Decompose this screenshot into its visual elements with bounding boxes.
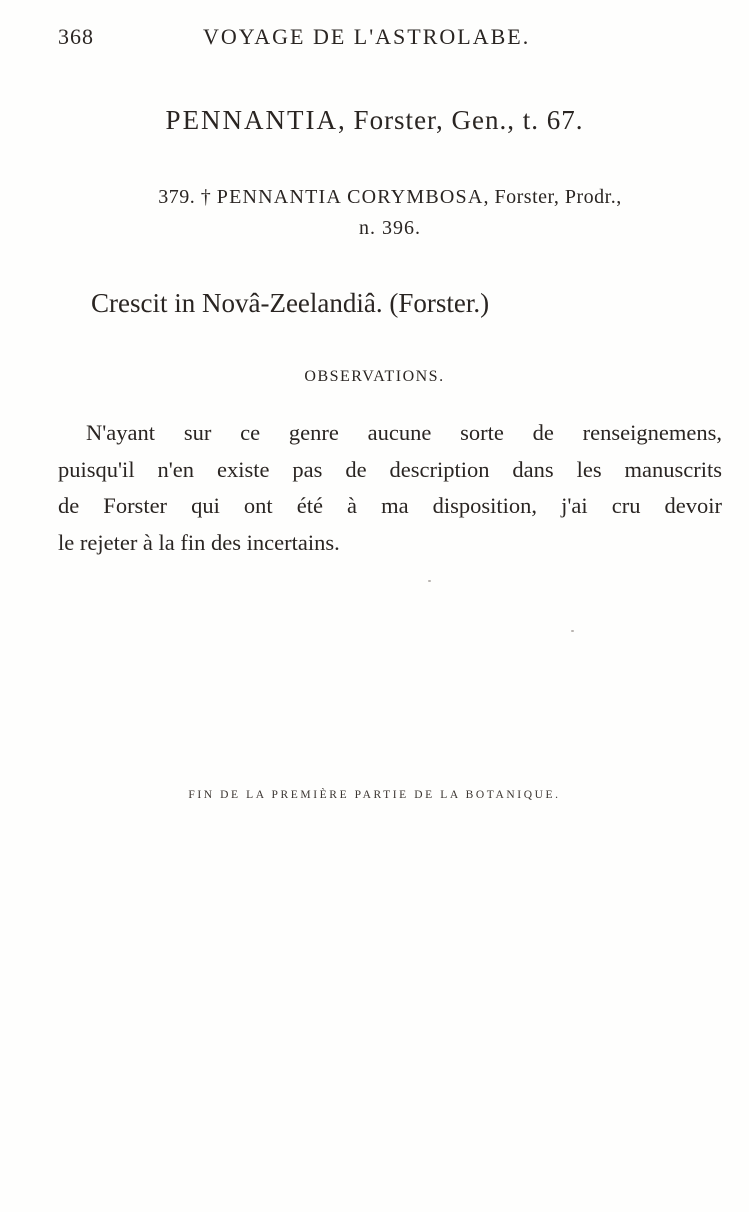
running-title: VOYAGE DE L'ASTROLABE.	[203, 24, 531, 49]
page-number: 368	[58, 24, 94, 49]
genus-heading	[0, 105, 749, 136]
species-line-2: n. 396.	[359, 217, 421, 239]
paper-speck	[571, 630, 574, 632]
observations-heading: OBSERVATIONS.	[304, 368, 445, 385]
species-entry	[60, 182, 720, 244]
paragraph-line: le rejeter à la fin des incertains.	[58, 529, 340, 555]
observations-paragraph	[58, 415, 722, 561]
paragraph-line: de Forster qui ont été à ma disposition, j'ai cru devoir	[58, 493, 722, 518]
habitat-line: Crescit in Novâ-Zeelandiâ. (Forster.)	[91, 288, 490, 318]
species-number: 379.	[158, 186, 196, 208]
species-line-1	[60, 182, 720, 213]
genus-citation: , Forster, Gen., t. 67.	[338, 105, 584, 135]
dagger-mark: †	[200, 186, 212, 208]
species-citation: , Forster, Prodr.,	[483, 186, 622, 208]
closing-line: FIN DE LA PREMIÈRE PARTIE DE LA BOTANIQUE.	[188, 789, 561, 801]
paragraph-line: N'ayant sur ce genre aucune sorte de renseignemens,	[86, 420, 722, 445]
species-name: PENNANTIA CORYMBOSA	[216, 186, 484, 208]
genus-name: PENNANTIA	[165, 105, 339, 135]
paragraph-line: puisqu'il n'en existe pas de description dans les manuscrits	[58, 456, 722, 482]
running-head	[58, 24, 718, 54]
paper-speck	[428, 580, 431, 582]
